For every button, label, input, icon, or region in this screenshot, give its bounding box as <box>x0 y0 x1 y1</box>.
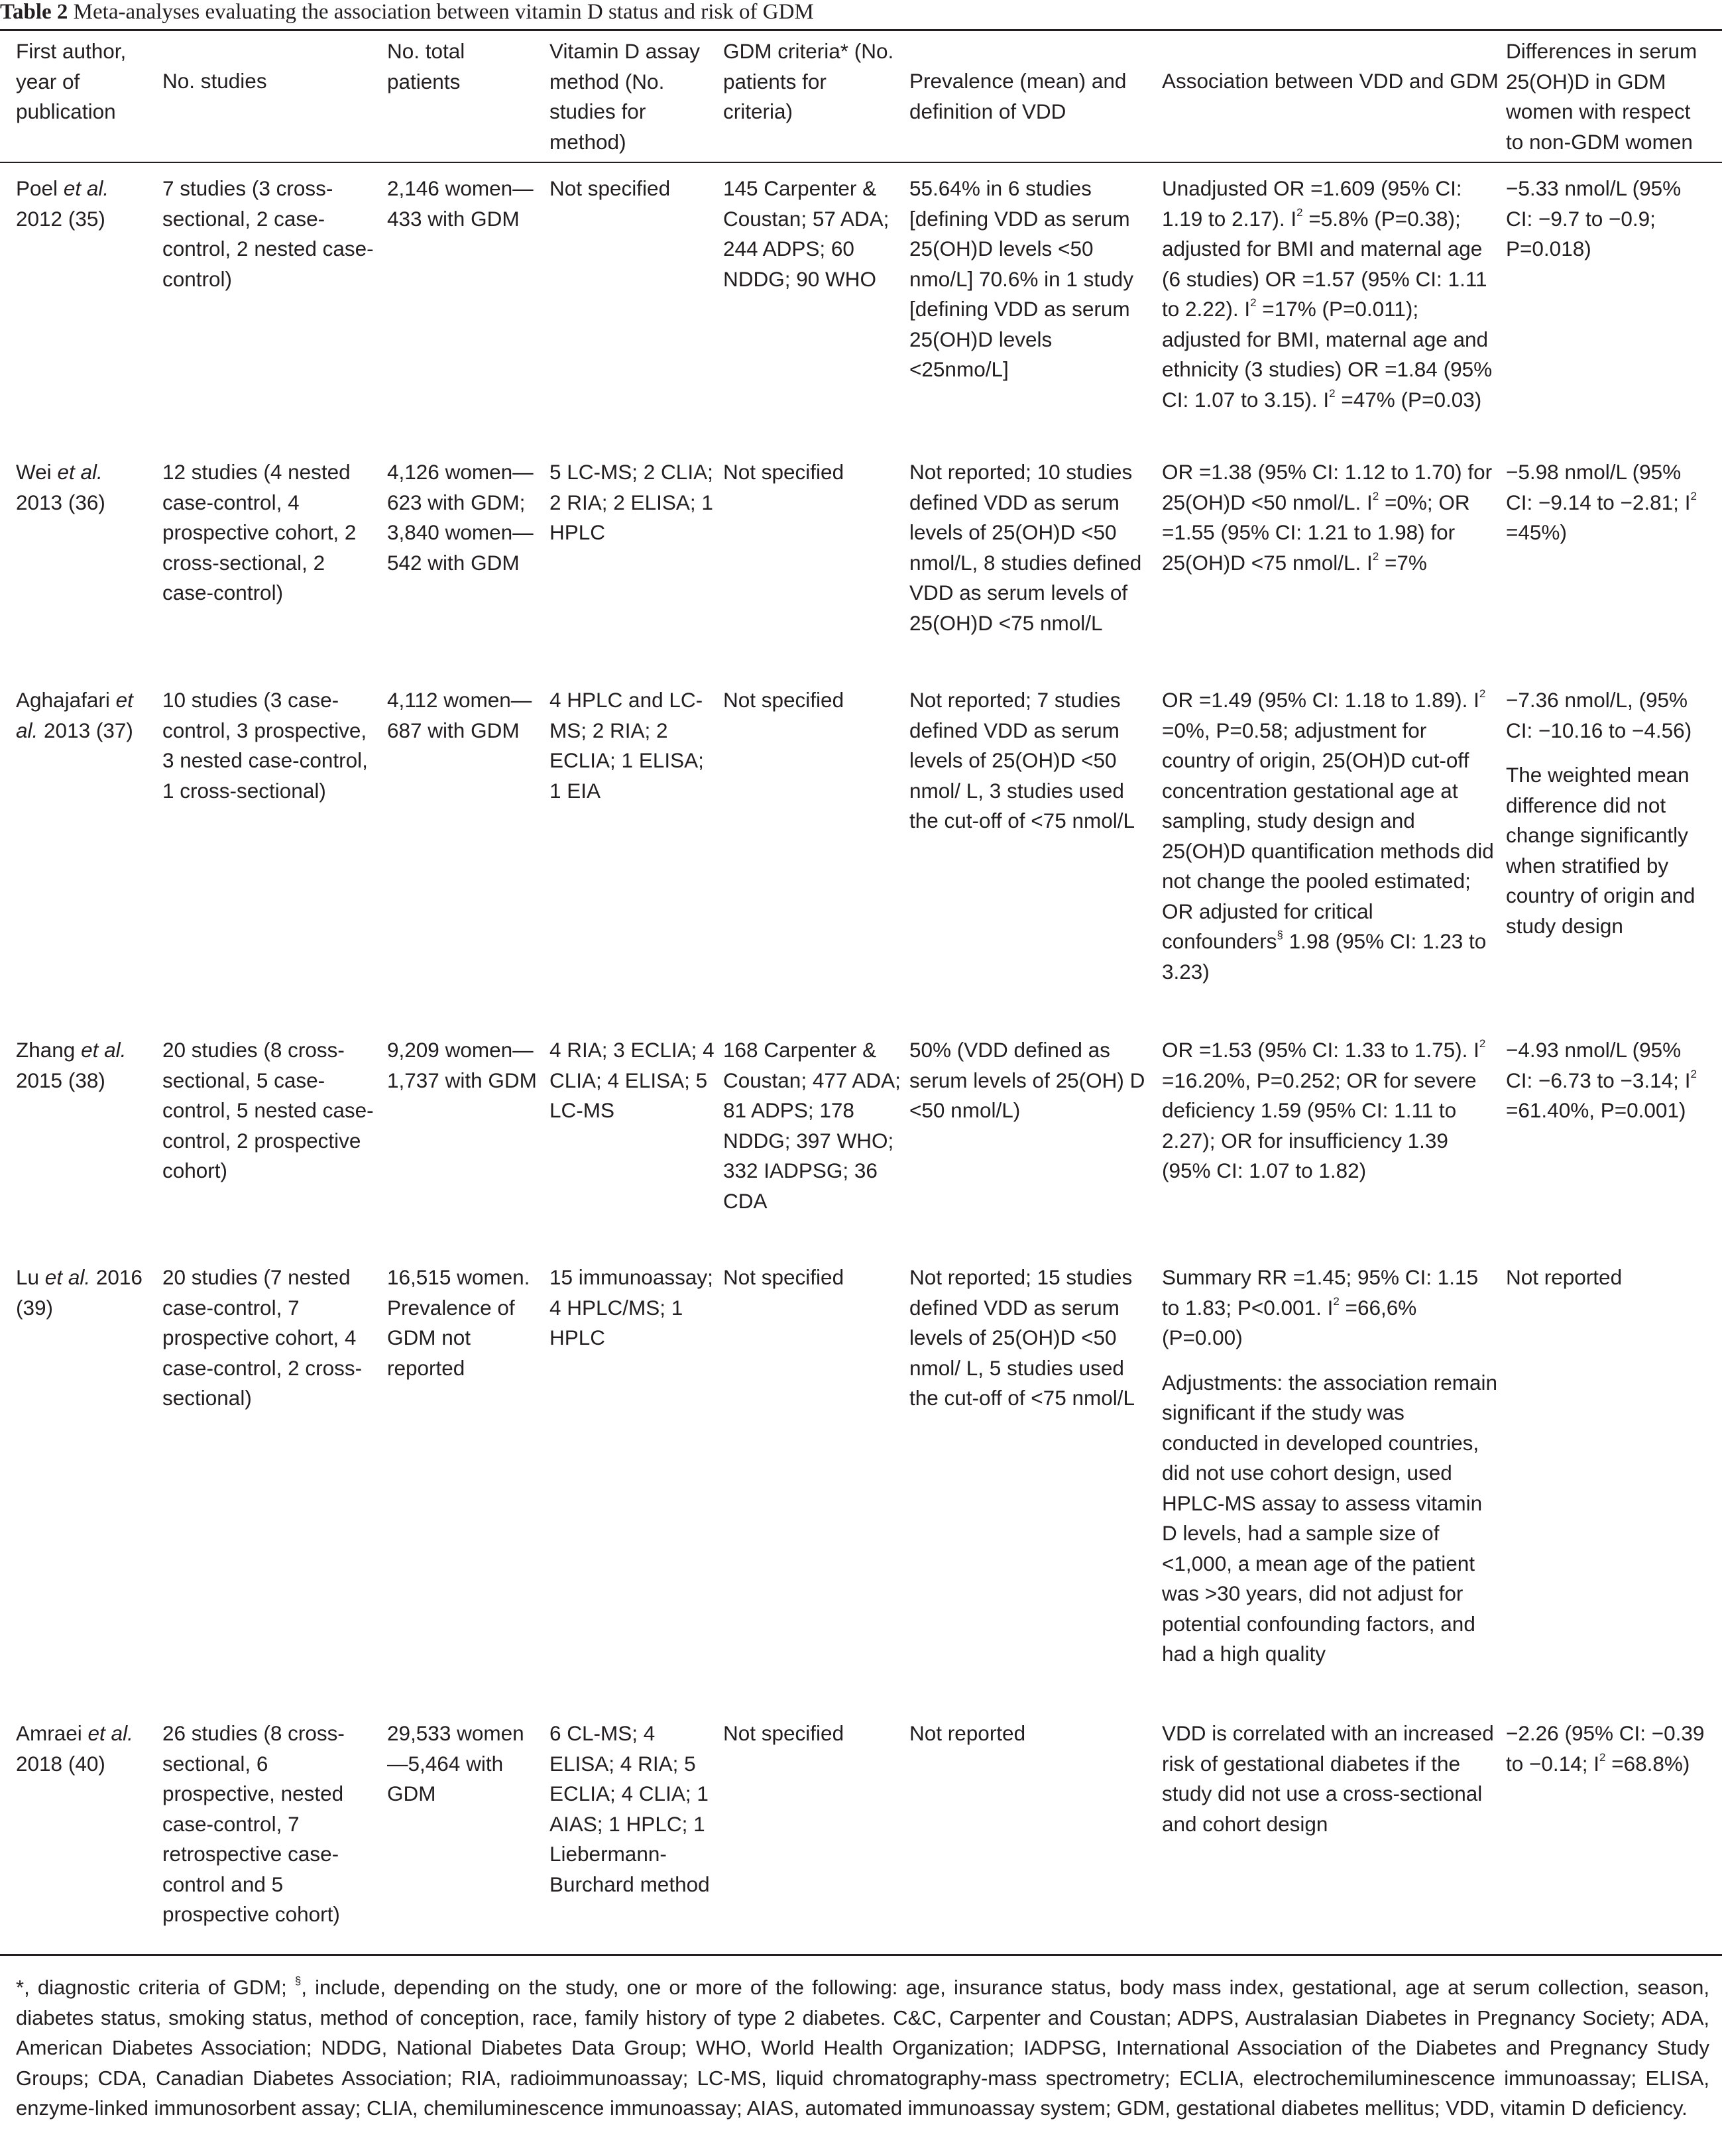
col-author-cell <box>16 174 152 234</box>
cell-text: OR =1.49 (95% CI: 1.18 to 1.89). $I^2 =0\%$, P=0.58; adjustment for country of origin, 25(OH)D cut-off concentration gestational age at sampling, study design and 25(OH)D quantification methods did not change the pooled estimated; OR adjusted for critical confounders§ 1.98 (95% CI: 1.23 to 3.23) <box>1162 687 1494 984</box>
cell-text: Not specified <box>723 688 844 712</box>
col-differences-cell <box>1506 174 1711 264</box>
header-association: Association between VDD and GDM <box>1162 69 1499 93</box>
col-assay-cell <box>549 1719 715 1900</box>
cell-text: Unadjusted OR =1.609 (95% CI: 1.19 to 2.17). $I^2 =5.8\%$ (P=0.38); adjusted for BMI and maternal age (6 studies) OR =1.57 (95% CI: 1.11 to 2.22). $I^2 =17\%$ (P=0.011); adjusted for BMI, maternal age and ethnicity (3 studies) OR =1.84 (95% CI: 1.07 to 3.15). $I^2 =47\%$ (P=0.03) <box>1162 176 1493 412</box>
col-criteria-cell <box>723 174 901 294</box>
header-assay: Vitamin D assay method (No. studies for method) <box>549 39 701 154</box>
cell-text: The weighted mean difference did not change significantly when stratified by country of origin and study design <box>1506 763 1695 938</box>
col-studies-cell <box>162 457 378 608</box>
col-differences-cell <box>1506 1263 1711 1293</box>
cell-text: Lu et al. 2016 (39) <box>16 1265 143 1320</box>
header-criteria: GDM criteria* (No. patients for criteria) <box>723 39 894 123</box>
cell-text: 6 CL-MS; 4 ELISA; 4 RIA; 5 ECLIA; 4 CLIA; 1 AIAS; 1 HPLC; 1 Liebermann-Burchard method <box>549 1721 710 1896</box>
cell-text: Not specified <box>723 460 844 484</box>
cell-text: 2,146 women—433 with GDM <box>387 176 534 231</box>
col-assay-cell <box>549 685 715 806</box>
col-association-cell <box>1162 457 1499 578</box>
cell-text: 29,533 women—5,464 with GDM <box>387 1721 524 1805</box>
col-author-cell <box>16 1719 152 1779</box>
col-differences-cell <box>1506 1719 1711 1779</box>
cell-text: Not reported; 7 studies defined VDD as serum levels of 25(OH)D <50 nmol/ L, 3 studies used the cut-off of <75 nmol/L <box>909 688 1135 832</box>
cell-text: 15 immunoassay; 4 HPLC/MS; 1 HPLC <box>549 1265 713 1349</box>
col-patients-cell <box>387 457 543 578</box>
col-assay-cell <box>549 457 715 548</box>
cell-text: 168 Carpenter & Coustan; 477 ADA; 81 ADPS; 178 NDDG; 397 WHO; 332 IADPSG; 36 CDA <box>723 1038 901 1213</box>
col-prevalence-cell <box>909 1035 1153 1126</box>
col-association-cell <box>1162 1263 1499 1670</box>
cell-text: 20 studies (7 nested case-control, 7 prospective cohort, 4 case-control, 2 cross-sectional) <box>162 1265 363 1410</box>
col-author-cell <box>16 1263 152 1323</box>
cell-text: Aghajafari et al. 2013 (37) <box>16 688 133 742</box>
cell-text: 4,112 women—687 with GDM <box>387 688 532 742</box>
col-prevalence-cell <box>909 1719 1153 1749</box>
cell-text: Not reported; 10 studies defined VDD as serum levels of 25(OH)D <50 nmol/L, 8 studies defined VDD as serum levels of 25(OH)D <75 nmol/L <box>909 460 1142 635</box>
col-criteria-cell <box>723 1719 901 1749</box>
col-association-cell <box>1162 685 1499 987</box>
cell-text: −2.26 (95% CI: −0.39 to −0.14; $I^2 =68.8\%$) <box>1506 1721 1705 1776</box>
cell-text: Zhang et al. 2015 (38) <box>16 1038 127 1092</box>
table-label: Table 2 <box>0 0 68 24</box>
col-patients-cell <box>387 685 543 746</box>
col-assay-cell <box>549 1035 715 1126</box>
table-title: Meta-analyses evaluating the association between vitamin D status and risk of GDM <box>73 0 814 24</box>
col-association-cell <box>1162 1719 1499 1839</box>
cell-text: −5.33 nmol/L (95% CI: −9.7 to −0.9; P=0.018) <box>1506 176 1682 260</box>
col-differences-cell <box>1506 457 1711 548</box>
col-differences-cell <box>1506 685 1711 941</box>
cell-text: OR =1.38 (95% CI: 1.12 to 1.70) for 25(OH)D <50 nmol/L. $I^2 =0\%$; OR =1.55 (95% CI: 1.21 to 1.98) for 25(OH)D <75 nmol/L. $I^2 =7\%$ <box>1162 460 1493 575</box>
cell-text: 7 studies (3 cross-sectional, 2 case-control, 2 nested case-control) <box>162 176 374 291</box>
table-caption <box>0 0 1722 29</box>
cell-text: −5.98 nmol/L (95% CI: −9.14 to −2.81; $I^2 =45\%$) <box>1506 460 1697 544</box>
col-patients-cell <box>387 1719 543 1809</box>
col-criteria-cell <box>723 457 901 488</box>
cell-text: Not specified <box>723 1721 844 1745</box>
cell-text: 12 studies (4 nested case-control, 4 prospective cohort, 2 cross-sectional, 2 case-control) <box>162 460 357 604</box>
col-studies-cell <box>162 1035 378 1186</box>
header-differences: Differences in serum 25(OH)D in GDM women with respect to non-GDM women <box>1506 39 1697 154</box>
cell-text: Not reported; 15 studies defined VDD as serum levels of 25(OH)D <50 nmol/ L, 5 studies used the cut-off of <75 nmol/L <box>909 1265 1135 1410</box>
col-studies-cell <box>162 1263 378 1414</box>
cell-text: 20 studies (8 cross-sectional, 5 case-control, 5 nested case-control, 2 prospective cohort) <box>162 1038 374 1182</box>
col-prevalence-cell <box>909 174 1153 385</box>
cell-text: OR =1.53 (95% CI: 1.33 to 1.75). $I^2 =16.20\%$, P=0.252; OR for severe deficiency 1.59 (95% CI: 1.11 to 2.27); OR for insufficiency 1.39 (95% CI: 1.07 to 1.82) <box>1162 1037 1486 1182</box>
cell-text: 145 Carpenter & Coustan; 57 ADA; 244 ADPS; 60 NDDG; 90 WHO <box>723 176 890 291</box>
cell-text: Not specified <box>549 176 671 200</box>
col-author-cell <box>16 457 152 518</box>
header-author: First author, year of publication <box>16 39 127 123</box>
col-criteria-cell <box>723 685 901 716</box>
col-prevalence-cell <box>909 1263 1153 1414</box>
cell-text: 50% (VDD defined as serum levels of 25(OH) D <50 nmol/L) <box>909 1038 1145 1122</box>
cell-text: −7.36 nmol/L, (95% CI: −10.16 to −4.56) <box>1506 688 1692 742</box>
cell-text: VDD is correlated with an increased risk of gestational diabetes if the study did not use a cross-sectional and cohort design <box>1162 1721 1494 1836</box>
col-prevalence-cell <box>909 685 1153 836</box>
table-footnote: *, diagnostic criteria of GDM; §, include, depending on the study, one or more of the following: age, insurance status, body mass index, gestational, age at serum collection, season, diabetes status, smoking status, method of conception, race, family history of type 2 diabetes. C&C, Carpenter and Coustan; ADPS, Australasian Diabetes in Pregnancy Society; ADA, American Diabetes Association; NDDG, National Diabetes Data Group; WHO, World Health Organization; IADPSG, International Association of the Diabetes and Pregnancy Study Groups; CDA, Canadian Diabetes Association; RIA, radioimmunoassay; LC-MS, liquid chromatography-mass spectrometry; ECLIA, electrochemiluminescence immunoassay; ELISA, enzyme-linked immunosorbent assay; CLIA, chemiluminescence immunoassay; AIAS, automated immunoassay system; GDM, gestational diabetes mellitus; VDD, vitamin D deficiency. <box>16 1974 1710 2120</box>
col-prevalence-cell <box>909 457 1153 638</box>
cell-text: Not reported <box>909 1721 1026 1745</box>
col-author-cell <box>16 1035 152 1096</box>
cell-text: Wei et al. 2013 (36) <box>16 460 105 514</box>
cell-text: 55.64% in 6 studies [defining VDD as serum 25(OH)D levels <50 nmo/L] 70.6% in 1 study [defining VDD as serum 25(OH)D levels <25nmo/L] <box>909 176 1133 381</box>
header-rule <box>0 162 1722 163</box>
col-author-cell <box>16 685 152 746</box>
header-patients: No. total patients <box>387 39 465 93</box>
header-prevalence: Prevalence (mean) and definition of VDD <box>909 69 1127 123</box>
cell-text: Poel et al. 2012 (35) <box>16 176 109 231</box>
top-rule <box>0 29 1722 31</box>
col-assay-cell <box>549 1263 715 1353</box>
cell-text: Not specified <box>723 1265 844 1289</box>
cell-text: 26 studies (8 cross-sectional, 6 prospective, nested case-control, 7 retrospective case-control and 5 prospective cohort) <box>162 1721 345 1926</box>
cell-text: Amraei et al. 2018 (40) <box>16 1721 133 1776</box>
col-criteria-cell <box>723 1263 901 1293</box>
cell-text: 10 studies (3 case-control, 3 prospective, 3 nested case-control, 1 cross-sectional) <box>162 688 368 803</box>
cell-text: 4,126 women—623 with GDM; 3,840 women—542 with GDM <box>387 460 534 575</box>
col-criteria-cell <box>723 1035 901 1216</box>
col-studies-cell <box>162 1719 378 1930</box>
col-association-cell <box>1162 174 1499 415</box>
cell-text: 16,515 women. Prevalence of GDM not reported <box>387 1265 530 1380</box>
cell-text: 4 RIA; 3 ECLIA; 4 CLIA; 4 ELISA; 5 LC-MS <box>549 1038 715 1122</box>
cell-text: 9,209 women—1,737 with GDM <box>387 1038 537 1092</box>
cell-text: Adjustments: the association remain significant if the study was conducted in developed countries, did not use cohort design, used HPLC-MS assay to assess vitamin D levels, had a sample size of <1,000, a mean age of the patient was >30 years, did not adjust for potential confounding factors, and had a high quality <box>1162 1370 1497 1666</box>
cell-text: Summary RR =1.45; 95% CI: 1.15 to 1.83; P<0.001. $I^2 =66,6\%$ (P=0.00) <box>1162 1265 1479 1349</box>
cell-text: 5 LC-MS; 2 CLIA; 2 RIA; 2 ELISA; 1 HPLC <box>549 460 713 544</box>
col-studies-cell <box>162 174 378 294</box>
col-patients-cell <box>387 1263 543 1383</box>
col-differences-cell <box>1506 1035 1711 1126</box>
col-patients-cell <box>387 174 543 234</box>
col-assay-cell <box>549 174 715 204</box>
cell-text: 4 HPLC and LC-MS; 2 RIA; 2 ECLIA; 1 ELISA; 1 EIA <box>549 688 704 803</box>
cell-text: −4.93 nmol/L (95% CI: −6.73 to −3.14; $I^2 =61.40\%$, P=0.001) <box>1506 1038 1697 1122</box>
col-patients-cell <box>387 1035 543 1096</box>
cell-text: Not reported <box>1506 1265 1623 1289</box>
bottom-rule <box>0 1954 1722 1956</box>
col-association-cell <box>1162 1035 1499 1186</box>
header-studies: No. studies <box>162 69 267 93</box>
col-studies-cell <box>162 685 378 806</box>
